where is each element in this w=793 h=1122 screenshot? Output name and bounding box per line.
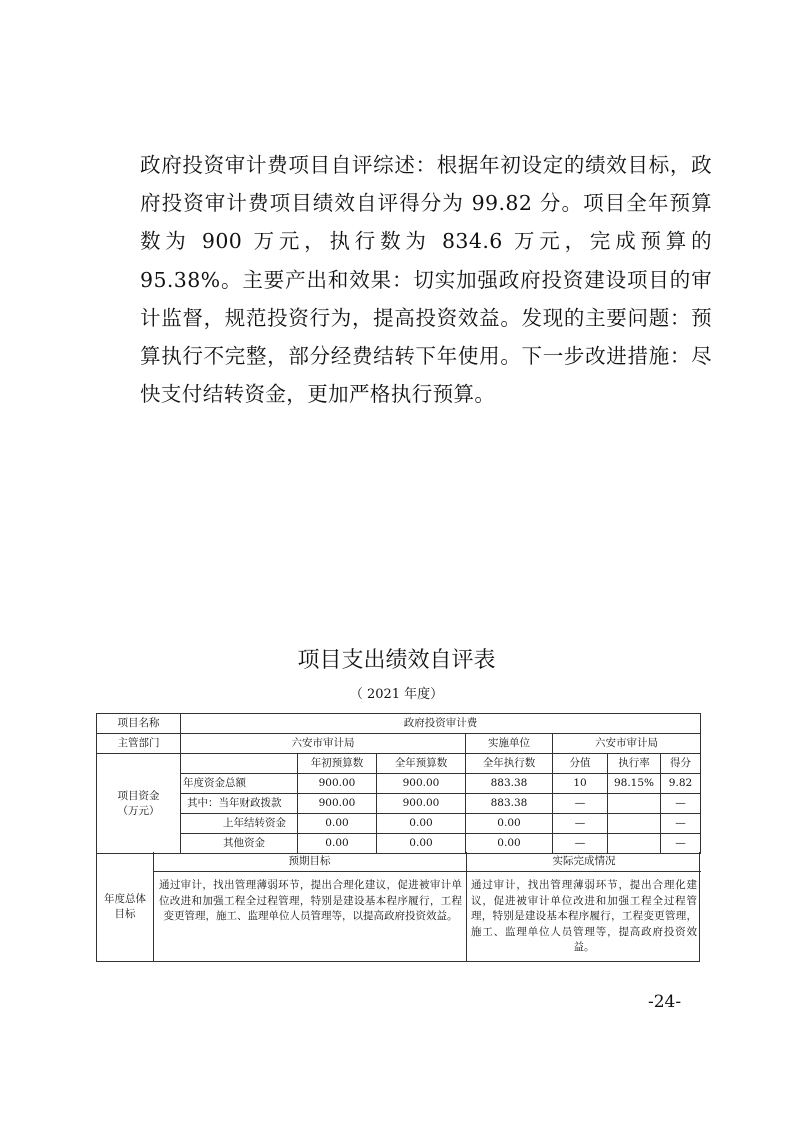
expected-goals-text: 通过审计，找出管理薄弱环节，提出合理化建议，促进被审计单位改进和加强工程全过程管理，特别是建设基本程序履行，工程变更管理，施工、监理单位人员管理等，以提高政府投资效益。 bbox=[159, 879, 462, 922]
cell-score-weight: — bbox=[553, 794, 608, 814]
col-header: 执行率 bbox=[608, 754, 661, 774]
row-label: 其他资金 bbox=[181, 834, 298, 854]
table-row bbox=[97, 774, 701, 794]
cell-annual: 0.00 bbox=[377, 814, 466, 834]
col-header: 全年预算数 bbox=[377, 754, 466, 774]
cell-score: — bbox=[661, 834, 701, 854]
table-row bbox=[97, 794, 701, 814]
cell-annual: 900.00 bbox=[377, 794, 466, 814]
table-row bbox=[97, 814, 701, 834]
dept-label: 主管部门 bbox=[97, 734, 181, 754]
cell-annual: 900.00 bbox=[377, 774, 466, 794]
cell-rate bbox=[608, 794, 661, 814]
performance-table bbox=[96, 713, 701, 854]
cell-initial: 900.00 bbox=[298, 794, 377, 814]
cell-score: 9.82 bbox=[661, 774, 701, 794]
col-header: 分值 bbox=[553, 754, 608, 774]
cell-initial: 0.00 bbox=[298, 814, 377, 834]
row-project-name bbox=[97, 714, 701, 734]
summary-paragraph bbox=[140, 146, 712, 413]
goals-label-line1: 年度总体 bbox=[104, 892, 146, 905]
cell-score: — bbox=[661, 794, 701, 814]
row-label: 上年结转资金 bbox=[181, 814, 298, 834]
row-label: 其中：当年财政拨款 bbox=[181, 794, 298, 814]
cell-executed: 0.00 bbox=[466, 834, 553, 854]
cell-initial: 0.00 bbox=[298, 834, 377, 854]
cell-executed: 883.38 bbox=[466, 794, 553, 814]
cell-initial: 900.00 bbox=[298, 774, 377, 794]
cell-score: — bbox=[661, 814, 701, 834]
table-row bbox=[97, 834, 701, 854]
actual-results-column bbox=[467, 852, 701, 961]
dept-value: 六安市审计局 bbox=[181, 734, 466, 754]
funds-label bbox=[97, 754, 181, 854]
table-title: 项目支出绩效自评表 bbox=[297, 648, 496, 673]
cell-executed: 0.00 bbox=[466, 814, 553, 834]
cell-annual: 0.00 bbox=[377, 834, 466, 854]
cell-score-weight: — bbox=[553, 834, 608, 854]
cell-rate: 98.15% bbox=[608, 774, 661, 794]
project-name-value: 政府投资审计费 bbox=[181, 714, 701, 734]
row-dept bbox=[97, 734, 701, 754]
goals-label-line2: 目标 bbox=[114, 907, 136, 920]
cell-rate bbox=[608, 834, 661, 854]
cell-rate bbox=[608, 814, 661, 834]
cell-score-weight: 10 bbox=[553, 774, 608, 794]
col-header: 年初预算数 bbox=[298, 754, 377, 774]
impl-unit-label: 实施单位 bbox=[466, 734, 553, 754]
table-subtitle: （ 2021 年度） bbox=[349, 687, 444, 702]
col-header: 全年执行数 bbox=[466, 754, 553, 774]
project-name-label: 项目名称 bbox=[97, 714, 181, 734]
goals-label bbox=[97, 852, 154, 961]
expected-goals-column bbox=[153, 852, 467, 961]
impl-unit-value: 六安市审计局 bbox=[553, 734, 701, 754]
row-label: 年度资金总额 bbox=[181, 774, 298, 794]
actual-results-text: 通过审计，找出管理薄弱环节，提出合理化建议，促进被审计单位改进和加强工程全过程管理，特别是建设基本程序履行，工程变更管理，施工、监理单位人员管理等，提高政府投资效益。 bbox=[471, 879, 697, 953]
blank-header-cell bbox=[181, 754, 298, 774]
summary-text: 政府投资审计费项目自评综述：根据年初设定的绩效目标，政府投资审计费项目绩效自评得分为 99.82 分。项目全年预算数为 900 万元，执行数为 834.6 万元，完成预算的 95.38%。主要产出和效果：切实加强政府投资建设项目的审计监督，规范投资行为，提高投资效益。发现的主要问题：预算执行不完整，部分经费结转下年使用。下一步改进措施：尽快支付结转资金，更加严格执行预算。 bbox=[140, 153, 712, 407]
funds-label-line1: 项目资金 bbox=[117, 789, 160, 802]
cell-score-weight: — bbox=[553, 814, 608, 834]
row-funds-header bbox=[97, 754, 701, 774]
funds-label-line2: （万元） bbox=[117, 804, 160, 817]
expected-goals-header: 预期目标 bbox=[153, 852, 466, 872]
annual-goals-section bbox=[96, 852, 700, 962]
col-header: 得分 bbox=[661, 754, 701, 774]
cell-executed: 883.38 bbox=[466, 774, 553, 794]
actual-results-header: 实际完成情况 bbox=[467, 852, 701, 872]
page-number: -24- bbox=[648, 992, 682, 1012]
